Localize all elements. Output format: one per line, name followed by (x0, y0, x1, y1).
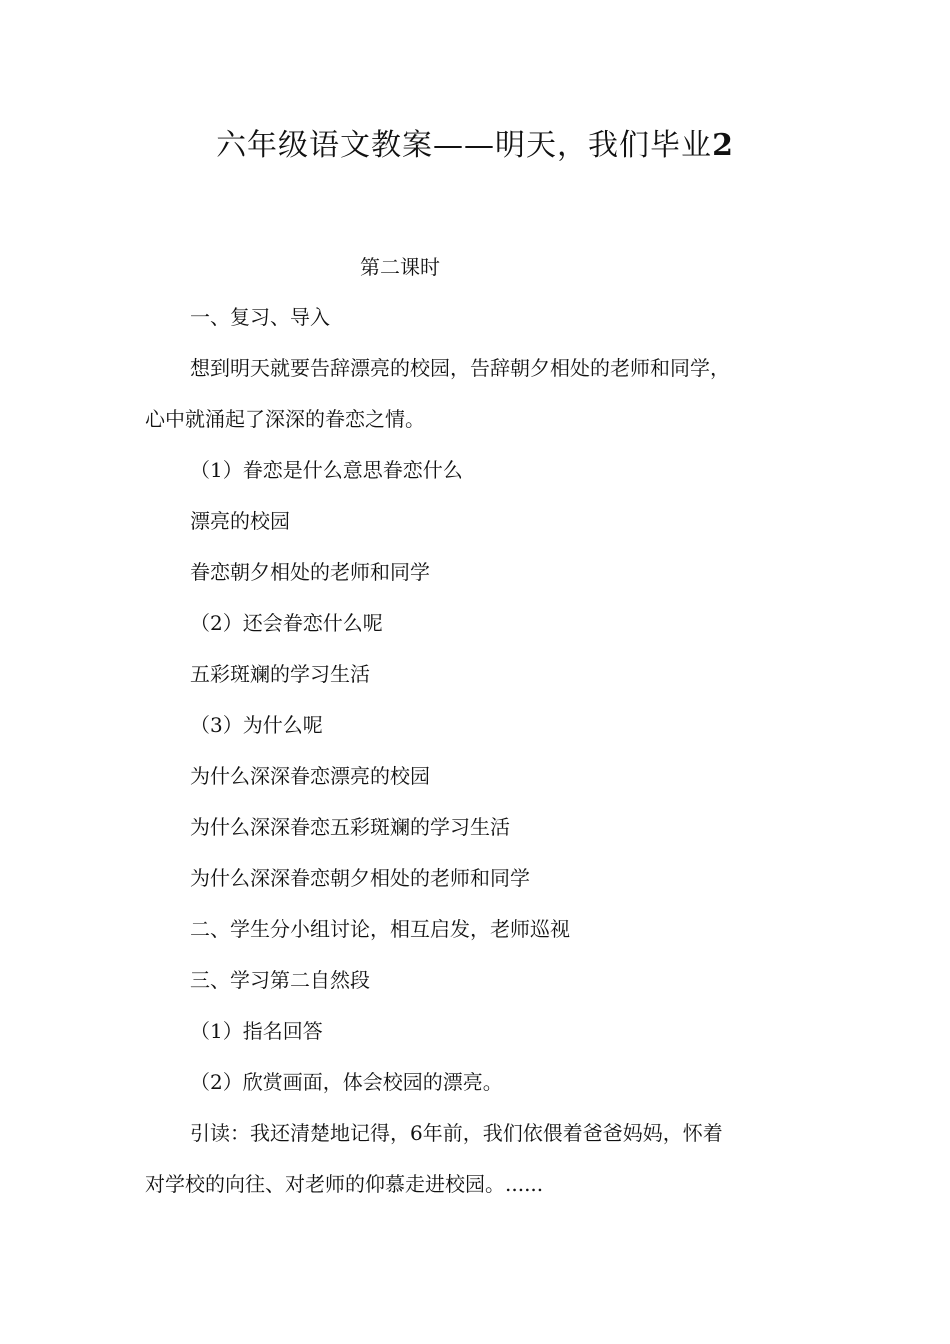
body-line: 为什么深深眷恋五彩斑斓的学习生活 (190, 815, 510, 839)
body-line: （1）眷恋是什么意思眷恋什么 (190, 458, 463, 482)
title-number: 2 (712, 128, 734, 163)
body-line: 二、学生分小组讨论，相互启发，老师巡视 (190, 917, 570, 941)
body-line: 对学校的向往、对老师的仰慕走进校园。...... (145, 1172, 544, 1196)
body-line: 漂亮的校园 (190, 509, 290, 533)
body-line: 一、复习、导入 (190, 305, 330, 329)
body-line: 为什么深深眷恋漂亮的校园 (190, 764, 430, 788)
body-line: （3）为什么呢 (190, 713, 323, 737)
document-title (0, 120, 950, 172)
body-line: 为什么深深眷恋朝夕相处的老师和同学 (190, 866, 530, 890)
body-line: 五彩斑斓的学习生活 (190, 662, 370, 686)
title-main-text: 六年级语文教案——明天，我们毕业 (216, 128, 713, 163)
body-line: 引读：我还清楚地记得，6年前，我们依偎着爸爸妈妈，怀着 (190, 1121, 723, 1145)
document-body (145, 292, 795, 1210)
body-line: 想到明天就要告辞漂亮的校园，告辞朝夕相处的老师和同学， (190, 356, 730, 380)
body-line: 三、学习第二自然段 (190, 968, 370, 992)
body-line: 心中就涌起了深深的眷恋之情。 (145, 407, 425, 431)
lesson-subtitle: 第二课时 (360, 255, 440, 279)
body-line: （1）指名回答 (190, 1019, 323, 1043)
body-line: 眷恋朝夕相处的老师和同学 (190, 560, 430, 584)
body-line: （2）欣赏画面，体会校园的漂亮。 (190, 1070, 503, 1094)
body-line: （2）还会眷恋什么呢 (190, 611, 383, 635)
